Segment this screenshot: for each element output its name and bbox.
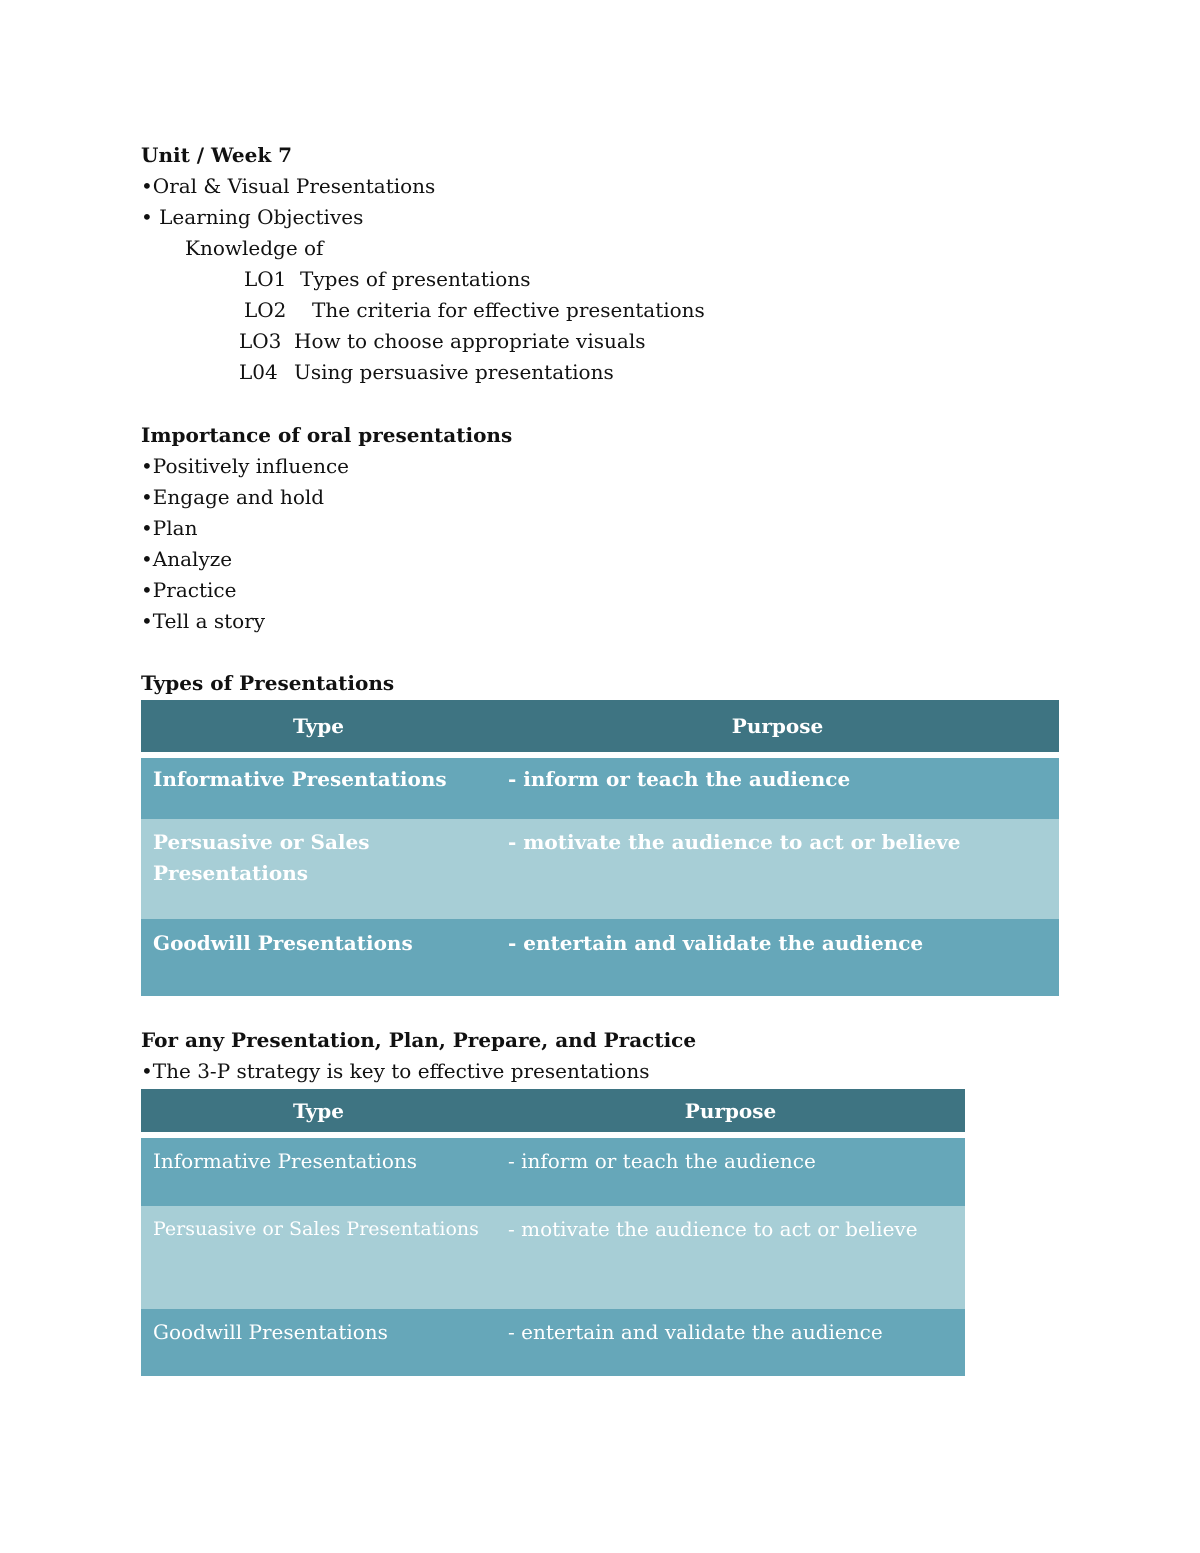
- cell-purpose: - entertain and validate the audience: [508, 1320, 883, 1344]
- objective-text: How to choose appropriate visuals: [294, 329, 646, 353]
- cell-type: Persuasive or Sales Presentations: [153, 830, 370, 885]
- cell-purpose: - entertain and validate the audience: [508, 931, 924, 955]
- header-type: Type: [141, 1089, 496, 1132]
- cell-type: Goodwill Presentations: [153, 1320, 388, 1344]
- bullet-learning-objectives: • Learning Objectives: [141, 205, 364, 229]
- header-type: Type: [141, 700, 496, 752]
- cell-type: Goodwill Presentations: [153, 931, 413, 955]
- header-purpose: Purpose: [496, 700, 1059, 752]
- plan-bullet: •The 3-P strategy is key to effective presentations: [141, 1059, 650, 1083]
- cell-type: Informative Presentations: [153, 1149, 418, 1173]
- cell-type: Informative Presentations: [153, 767, 447, 791]
- header-purpose: Purpose: [496, 1089, 965, 1132]
- objective-code: LO3: [239, 329, 282, 353]
- importance-bullet: •Engage and hold: [141, 485, 325, 509]
- knowledge-of-label: Knowledge of: [185, 236, 324, 260]
- table-header-row: [141, 700, 1059, 752]
- table-row: [141, 1138, 965, 1206]
- table-row: [141, 1309, 965, 1376]
- plan-heading: For any Presentation, Plan, Prepare, and Practice: [141, 1028, 697, 1052]
- objective-text: The criteria for effective presentations: [312, 298, 705, 322]
- cell-purpose: - motivate the audience to act or believe: [508, 1217, 918, 1241]
- table-row: [141, 1206, 965, 1309]
- objective-code: LO2: [244, 298, 287, 322]
- table-row: [141, 758, 1059, 819]
- table-row: [141, 819, 1059, 919]
- cell-type: Persuasive or Sales Presentations: [153, 1218, 479, 1240]
- importance-bullet: •Analyze: [141, 547, 233, 571]
- importance-heading: Importance of oral presentations: [141, 423, 513, 447]
- table-row: [141, 919, 1059, 996]
- importance-bullet: •Positively influence: [141, 454, 350, 478]
- types-heading: Types of Presentations: [141, 671, 395, 695]
- objective-text: Types of presentations: [300, 267, 531, 291]
- bullet-oral-visual: •Oral & Visual Presentations: [141, 174, 436, 198]
- cell-purpose: - motivate the audience to act or believe: [508, 830, 961, 854]
- importance-bullet: •Plan: [141, 516, 198, 540]
- types-table: [141, 700, 1059, 996]
- objective-text: Using persuasive presentations: [294, 360, 614, 384]
- importance-bullet: •Practice: [141, 578, 237, 602]
- objective-code: L04: [239, 360, 278, 384]
- plan-table: [141, 1089, 965, 1376]
- cell-purpose: - inform or teach the audience: [508, 767, 851, 791]
- objective-code: LO1: [244, 267, 287, 291]
- table-header-row: [141, 1089, 965, 1132]
- importance-bullet: •Tell a story: [141, 609, 266, 633]
- unit-heading: Unit / Week 7: [141, 143, 293, 167]
- cell-purpose: - inform or teach the audience: [508, 1149, 816, 1173]
